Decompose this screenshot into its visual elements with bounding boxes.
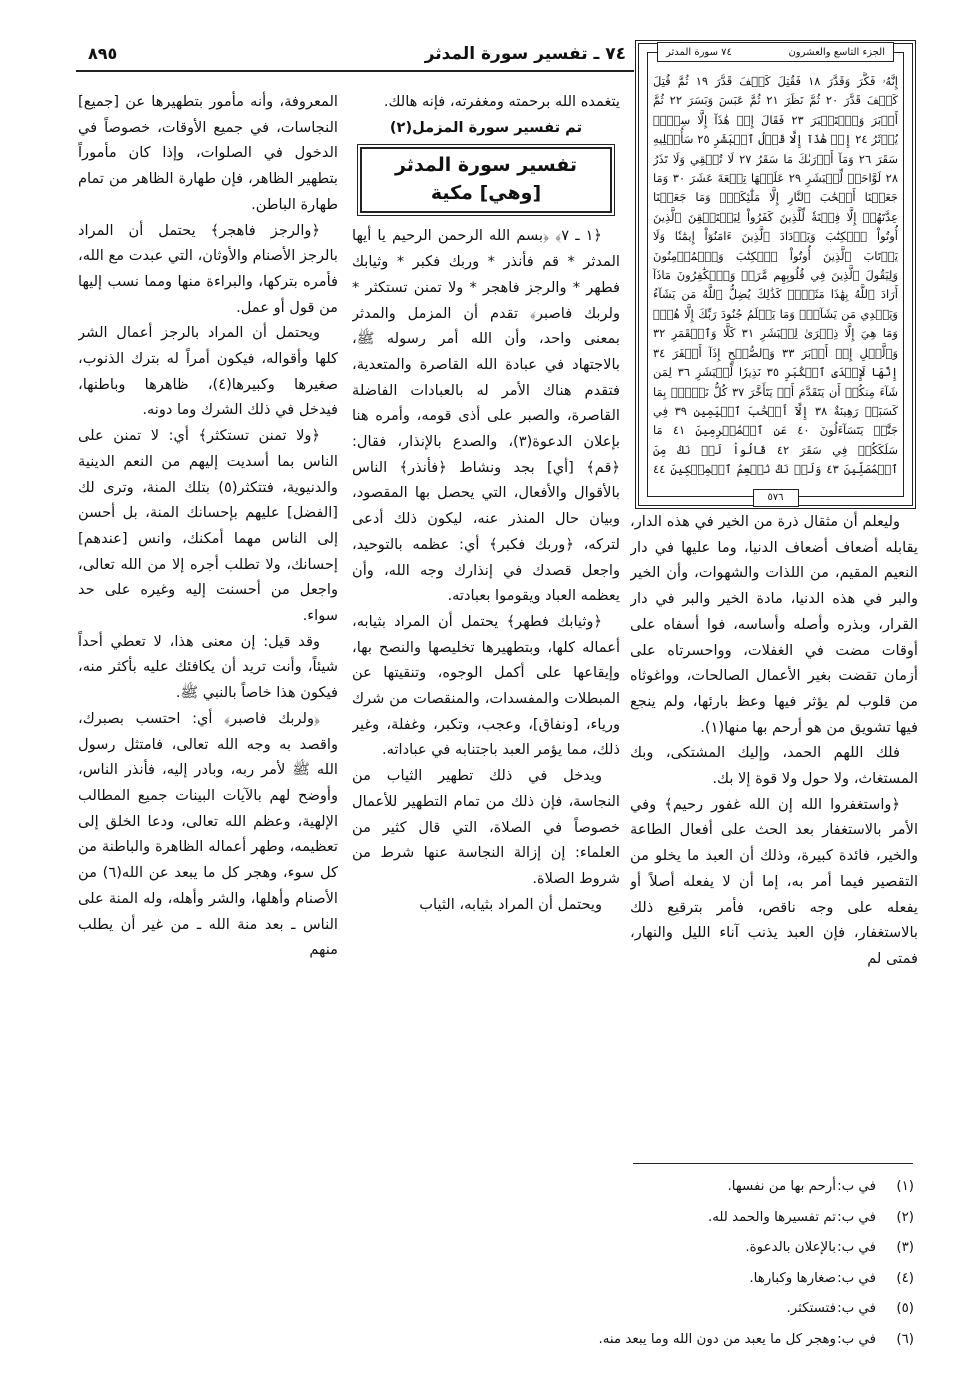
- footnote-rule: [633, 1163, 913, 1164]
- footnote-text: تم تفسيرها والحمد لله.: [707, 1209, 836, 1225]
- footnote-source: في ب:: [837, 1209, 876, 1225]
- footnote-number: (٣): [896, 1240, 914, 1255]
- quran-line: ٢٤ إِنۡ هَٰذَآ إِلَّا قَوۡلُ ٱلۡبَشَرِ ٢٥ سَأُصۡلِيهِ سَقَرَ ٢٦ وَمَآ أَدۡرَىٰكَ مَا سَقَرُ ٢٧: [653, 132, 898, 166]
- mushaf-page-number: ٥٧٦: [753, 489, 799, 507]
- quran-frame: [635, 40, 916, 509]
- surah-subtitle: [وهي] مكية: [430, 182, 542, 205]
- footnote: [500, 1294, 914, 1325]
- paragraph: ويحتمل أن المراد بثيابه، الثياب: [419, 895, 602, 913]
- footnote-text: أرحم بها من نفسها.: [727, 1179, 836, 1194]
- right-column: [630, 509, 918, 1149]
- quran-line: إِنَّهُۥ فَكَّرَ وَقَدَّرَ ١٨ فَقُتِلَ كَيۡفَ قَدَّرَ ١٩ ثُمَّ قُتِلَ كَيۡفَ قَدَّرَ ٢٠ ثُمَّ نَظَرَ: [653, 74, 898, 108]
- footnote: [500, 1264, 914, 1295]
- paragraph: ﴿والرجز فاهجر﴾ يحتمل أن المراد بالرجز الأصنام والأوثان، التي عبدت مع الله، فأمره بتركها، والبراءة منها ومما نسب إليها من قول أو عمل.: [78, 221, 338, 316]
- paragraph: ﴿ولا تمنن تستكثر﴾ أي: لا تمنن على الناس بما أسديت إليهم من النعم الدينية والدنيوية، فتتكثر(٥) بتلك المنة، وترى لك [الفضل] عليهم بإحسانك المنة، بل أحسن إلى الناس مهما أمكنك، وانس [عندهم] إحسانك، ولا تطلب أجره إلا من الله تعالى، واجعل من أحسنت إليه وغيره على حد سواء.: [78, 427, 338, 625]
- footnote-source: في ب:: [837, 1331, 876, 1347]
- surah-title: تفسير سورة المدثر: [394, 154, 577, 177]
- footnote-source: في ب:: [837, 1240, 876, 1255]
- quran-line: لَا تُبۡقِي وَلَا تَذَرُ ٢٨ لَوَّاحَةٞ لِّلۡبَشَرِ ٢٩ عَلَيۡهَا تِسۡعَةَ عَشَرَ ٣٠ وَمَا جَعَلۡنَا: [653, 151, 898, 205]
- middle-column: [352, 89, 620, 1149]
- footnote-source: في ب:: [837, 1270, 876, 1286]
- quran-line: ٱلَّذِينَ أُوتُواْ ٱلۡكِتَٰبَ وَيَزۡدَادَ ٱلَّذِينَ ءَامَنُوٓاْ إِيمَٰنٗا وَلَا يَرۡتَابَ ٱلَّذِينَ أُوتُواْ: [653, 209, 898, 263]
- running-header: [76, 40, 634, 76]
- surah-label: ٧٤ سورة المدثر: [666, 46, 732, 58]
- footnote-number: (٢): [896, 1209, 914, 1225]
- paragraph: يتغمده الله برحمته ومغفرته، فإنه هالك.: [383, 93, 620, 110]
- footnote-number: (٥): [896, 1301, 914, 1316]
- footnote: [500, 1325, 914, 1356]
- footnote-source: في ب:: [837, 1301, 876, 1316]
- quran-line: ٱلۡمُصَلِّينَ ٤٣ وَلَمۡ نَكُ نُطۡعِمُ ٱلۡمِسۡكِينَ ٤٤: [653, 462, 898, 477]
- footnote-text: وهجر كل ما يعبد من دون الله وما يبعد منه.: [598, 1331, 836, 1347]
- paragraph: وقد قيل: إن معنى هذا، لا تعطي أحداً شيئاً، وأنت تريد أن يكافئك عليه بأكثر منه، فيكون هذا خاصاً بالنبي ﷺ.: [78, 632, 338, 702]
- quran-line: ٢١ ثُمَّ عَبَسَ وَبَسَرَ ٢٢ ثُمَّ أَدۡبَرَ وَٱسۡتَكۡبَرَ ٢٣ فَقَالَ إِنۡ هَٰذَآ إِلَّا سِحۡرٞ يُؤۡثَرُ: [653, 93, 898, 147]
- juz-label: الجزء التاسع والعشرون: [788, 46, 885, 58]
- quran-line: عَنِ ٱلۡمُجۡرِمِينَ ٤١ مَا سَلَكَكُمۡ فِي سَقَرَ ٤٢ قَالُواْ لَمۡ نَكُ مِنَ: [653, 423, 898, 457]
- surah-title-box: [360, 147, 612, 213]
- running-title: ٧٤ ـ تفسير سورة المدثر: [424, 44, 626, 64]
- quran-line: أَرَادَ ٱللَّهُ بِهَٰذَا مَثَلٗاۚ كَذَٰلِكَ يُضِلُّ ٱللَّهُ مَن يَشَآءُ وَيَهۡدِي مَن يَشَآءُۚ: [653, 287, 898, 321]
- frame-top-label: [657, 42, 894, 62]
- footnote-source: في ب:: [837, 1179, 876, 1194]
- paragraph: ﴿واستغفروا الله إن الله غفور رحيم﴾ وفي الأمر بالاستغفار بعد الحث على أفعال الطاعة والخير، فائدة كبيرة، وذلك أن العبد ما يخلو من التقصير فيما أمر به، إما أن لا يفعله أصلاً أو يفعله على وجه ناقص، فأمر بترقيع ذلك بالاستغفار، فإن العبد يذنب آناء الليل والنهار، فمتى لم: [630, 795, 918, 967]
- paragraph: ﴿وثيابك فطهر﴾ يحتمل أن المراد بثيابه، أعماله كلها، وبتطهيرها تخليصها والنصح بها، وإيقاعها على أكمل الوجوه، وتنقيتها عن المبطلات والمفسدات، والمنقصات من شرك ورياء، [ونفاق]، وعجب، وتكبر، وغفلة، وغير ذلك، مما يؤمر العبد باجتنابه في عباداته.: [352, 612, 620, 759]
- footnote: [500, 1172, 914, 1203]
- footnote-number: (٤): [896, 1270, 914, 1286]
- footnote-text: صغارها وكبارها.: [749, 1270, 836, 1286]
- footnotes: [500, 1172, 914, 1355]
- quran-line: نَذِيرٗا لِّلۡبَشَرِ ٣٦ لِمَن شَآءَ مِنكُمۡ أَن يَتَقَدَّمَ أَوۡ يَتَأَخَّرَ ٣٧ كُلُّ نَفۡسِۢ: [653, 365, 898, 399]
- footnote: [500, 1233, 914, 1264]
- paragraph: المعروفة، وأنه مأمور بتطهيرها عن [جميع] النجاسات، في جميع الأوقات، خصوصاً في الدخول في الصلوات، وإذا كان مأموراً بتطهير الظاهر، فإن طهارة الظاهر من تمام طهارة الباطن.: [78, 93, 338, 213]
- quran-line: أَصۡحَٰبَ ٱلنَّارِ إِلَّا مَلَٰٓئِكَةٗۙ وَمَا جَعَلۡنَا عِدَّتَهُمۡ إِلَّا فِتۡنَةٗ لِّلَّذِينَ كَفَرُواْ لِيَسۡتَيۡقِنَ: [653, 190, 898, 224]
- left-column: [78, 89, 338, 1149]
- footnote-number: (١): [896, 1179, 914, 1194]
- paragraph: فلك اللهم الحمد، وإليك المشتكى، وبك المستغاث، ولا حول ولا قوة إلا بك.: [630, 744, 918, 788]
- quran-line: وَمَا يَعۡلَمُ جُنُودَ رَبِّكَ إِلَّا هُوَۚ وَمَا هِيَ إِلَّا ذِكۡرَىٰ لِلۡبَشَرِ ٣١ كَلَّا وَٱلۡقَمَرِ: [653, 306, 898, 341]
- quran-line: ٱلۡكِتَٰبَ وَٱلۡمُؤۡمِنُونَ وَلِيَقُولَ ٱلَّذِينَ فِي قُلُوبِهِم مَّرَضٞ وَٱلۡكَٰفِرُونَ مَاذَآ: [653, 248, 898, 283]
- footnote-number: (٦): [896, 1331, 914, 1347]
- footnote-text: بالإعلان بالدعوة.: [745, 1240, 836, 1255]
- paragraph: ويحتمل أن المراد بالرجز أعمال الشر كلها وأقواله، فيكون أمراً له بترك الذنوب، صغيرها وكبيرها(٤)، ظاهرها وباطنها، فيدخل في ذلك الشرك وما دونه.: [78, 324, 338, 419]
- surah-end-note: تم تفسير سورة المزمل(٢): [389, 118, 583, 136]
- paragraph: وليعلم أن مثقال ذرة من الخير في هذه الدار، يقابله أضعاف أضعاف الدنيا، وما عليها في دار النعيم المقيم، من اللذات والشهوات، وأن الخير والبر في هذه الدنيا، مادة الخير والبر في دار القرار، وبذره وأصله وأساسه، فوا أسفاه على أوقات مضت في الغفلات، وواحسرتاه على أزمان تقضت بغير الأعمال الصالحات، وواغوثاه من قلوب لم يؤثر فيها وعظ بارئها، ولم ينجع فيها تشويق من هو أرحم بها منها(١).: [630, 513, 918, 736]
- footnote-text: فتستكثر.: [786, 1301, 836, 1316]
- quran-line: ٣٢ وَٱلَّيۡلِ إِذۡ أَدۡبَرَ ٣٣ وَٱلصُّبۡحِ إِذَآ أَسۡفَرَ ٣٤ إِنَّهَا لَإِحۡدَى ٱلۡكُبَرِ ٣٥: [653, 326, 898, 380]
- header-rule: [76, 70, 634, 72]
- quran-text: [653, 72, 898, 481]
- paragraph: ﴿١ ـ ٧﴾ ﴿بسم الله الرحمن الرحيم يا أيها المدثر * قم فأنذر * وربك فكبر * وثيابك فطهر * والرجز فاهجر * ولا تمنن تستكثر * ولربك فاصبر﴾ تقدم أن المزمل والمدثر بمعنى واحد، وأن الله أمر رسوله ﷺ، بالاجتهاد في عبادة الله القاصرة والمتعدية، فتقدم هناك الأمر له بالعبادات الفاضلة القاصرة، والصبر على أذى قومه، وأمره هنا بإعلان الدعوة(٣)، والصدع بالإنذار، فقال: ﴿قم﴾ [أي] بجد ونشاط ﴿فأنذر﴾ الناس بالأقوال والأفعال، التي يحصل بها المقصود، وبيان حال المنذر عنه، ليكون ذلك أدعى لتركه، ﴿وربك فكبر﴾ أي: عظمه بالتوحيد، واجعل قصدك في إنذارك وجه الله، وأن يعظمه العباد ويقوموا بعبادته.: [352, 227, 620, 605]
- paragraph: ﴿ولربك فاصبر﴾ أي: احتسب بصبرك، واقصد به وجه الله تعالى، فامتثل رسول الله ﷺ لأمر ربه، وبادر إليه، فأنذر الناس، وأوضح لهم بالآيات البينات جميع المطالب الإلهية، وعظم الله تعالى، ودعا الخلق إلى تعظيمه، وطهر أعماله الظاهرة والباطنة من كل سوء، وهجر كل ما يبعد عن الله(٦) من الأصنام وأهلها، والشر وأهله، وله المنة على الناس ـ بعد منة الله ـ من غير أن يطلب منهم: [78, 709, 338, 959]
- paragraph: ويدخل في ذلك تطهير الثياب من النجاسة، فإن ذلك من تمام التطهير للأعمال خصوصاً في الصلاة، التي قال كثير من العلماء: إن إزالة النجاسة عنها شرط من شروط الصلاة.: [352, 767, 620, 887]
- page-number: ٨٩٥: [88, 44, 118, 63]
- footnote: [500, 1203, 914, 1234]
- quran-line: بِمَا كَسَبَتۡ رَهِينَةٌ ٣٨ إِلَّآ أَصۡحَٰبَ ٱلۡيَمِينِ ٣٩ فِي جَنَّٰتٖ يَتَسَآءَلُونَ ٤٠: [653, 384, 898, 438]
